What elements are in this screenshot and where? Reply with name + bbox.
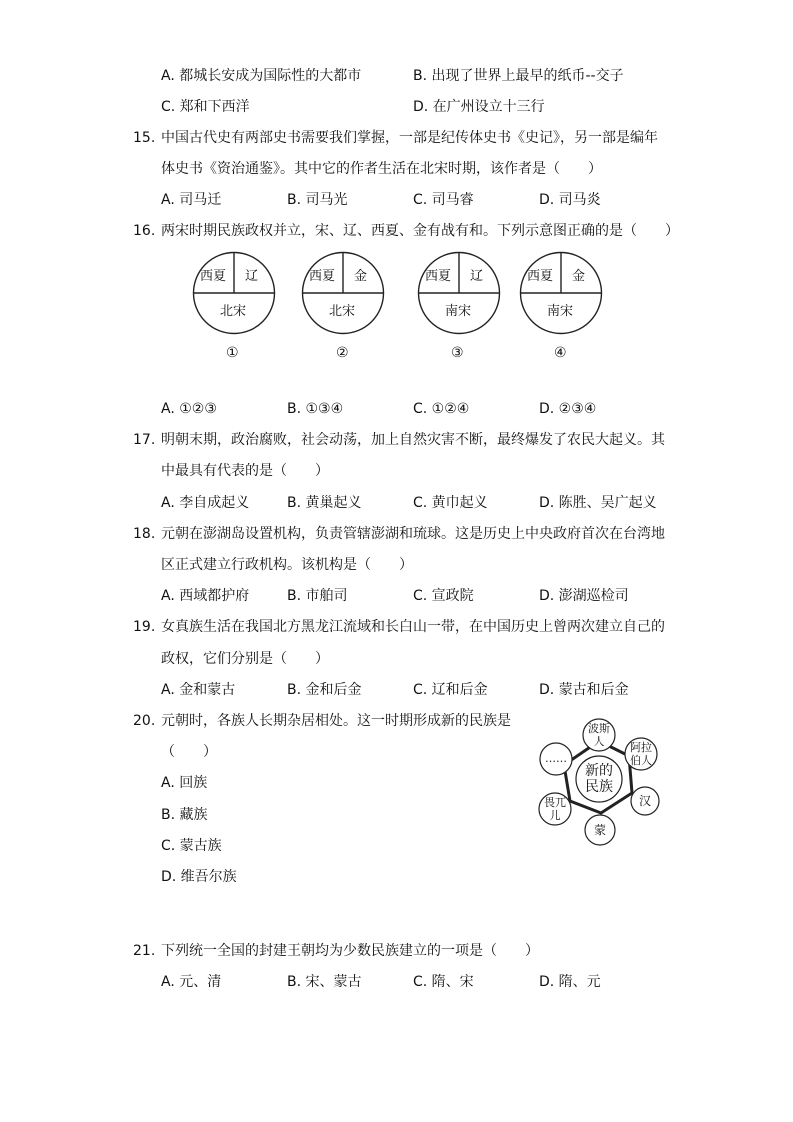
q20-node-han-line1: 汉 bbox=[638, 794, 651, 808]
q17-number: 17. bbox=[133, 432, 156, 448]
q18-number: 18. bbox=[133, 526, 156, 542]
q19-option-a: A. 金和蒙古 bbox=[161, 682, 236, 698]
q16-d2-top-right: 金 bbox=[354, 269, 368, 284]
q16-d3-bottom: 南宋 bbox=[445, 304, 472, 319]
q16-d1-bottom: 北宋 bbox=[220, 304, 247, 319]
q20-option-d: D. 维吾尔族 bbox=[161, 869, 237, 885]
q15-option-b: B. 司马光 bbox=[287, 192, 348, 208]
q19-option-d: D. 蒙古和后金 bbox=[539, 682, 629, 698]
q20-node-arab-line1: 阿拉 bbox=[630, 741, 652, 754]
q18-option-c: C. 宣政院 bbox=[413, 588, 474, 604]
q16-d3-top-right: 辽 bbox=[470, 269, 484, 284]
q21-option-d: D. 隋、元 bbox=[539, 974, 601, 990]
q16-d1-top-right: 辽 bbox=[245, 269, 259, 284]
q20-option-a: A. 回族 bbox=[161, 775, 208, 791]
q16-diagram-3 bbox=[417, 251, 501, 335]
q20-number: 20. bbox=[133, 713, 156, 729]
q20-node-etc-line1: …… bbox=[545, 752, 567, 765]
q15-number: 15. bbox=[133, 130, 156, 146]
q20-node-mongol bbox=[586, 823, 614, 837]
q20-stem-line2: （ ） bbox=[161, 744, 217, 760]
circle-diagram-icon bbox=[192, 251, 276, 335]
q17-stem-line2: 中最具有代表的是（ ） bbox=[161, 463, 329, 479]
q20-node-persian-line1: 波斯 bbox=[588, 722, 610, 735]
q18-stem-line1: 元朝在澎湖岛设置机构，负责管辖澎湖和琉球。这是历史上中央政府首次在台湾地 bbox=[161, 526, 665, 542]
q15-option-a: A. 司马迁 bbox=[161, 192, 222, 208]
q16-d1-label: ① bbox=[226, 345, 239, 361]
q20-node-uighur-line1: 畏兀 bbox=[544, 796, 566, 809]
q16-d4-top-right: 金 bbox=[572, 269, 586, 284]
q20-center-line2: 民族 bbox=[585, 779, 613, 795]
q16-d4-top-left: 西夏 bbox=[527, 269, 554, 284]
q15-option-c: C. 司马睿 bbox=[413, 192, 474, 208]
q15-option-d: D. 司马炎 bbox=[539, 192, 601, 208]
q20-node-persian bbox=[584, 722, 614, 748]
q17-stem-line1: 明朝末期，政治腐败，社会动荡，加上自然灾害不断，最终爆发了农民大起义。其 bbox=[161, 432, 665, 448]
q14-option-d: D. 在广州设立十三行 bbox=[413, 99, 545, 115]
q20-node-etc bbox=[541, 752, 571, 765]
q15-stem-line2: 体史书《资治通鉴》。其中它的作者生活在北宋时期，该作者是（ ） bbox=[161, 161, 602, 177]
q17-option-a: A. 李自成起义 bbox=[161, 495, 250, 511]
q20-node-han bbox=[631, 794, 659, 808]
q16-option-d: D. ②③④ bbox=[539, 401, 597, 417]
circle-diagram-icon bbox=[519, 251, 603, 335]
q20-center-line1: 新的 bbox=[585, 763, 613, 779]
q19-option-b: B. 金和后金 bbox=[287, 682, 362, 698]
q17-option-b: B. 黄巢起义 bbox=[287, 495, 362, 511]
q19-stem-line2: 政权，它们分别是（ ） bbox=[161, 651, 329, 667]
q20-node-uighur-line2: 儿 bbox=[549, 809, 561, 822]
q20-node-uighur bbox=[540, 796, 570, 822]
q16-d4-label: ④ bbox=[554, 345, 567, 361]
q20-stem-line1: 元朝时，各族人长期杂居相处。这一时期形成新的民族是 bbox=[161, 713, 511, 729]
q19-number: 19. bbox=[133, 619, 156, 635]
q21-option-b: B. 宋、蒙古 bbox=[287, 974, 362, 990]
q16-d3-label: ③ bbox=[451, 345, 464, 361]
q18-option-a: A. 西域都护府 bbox=[161, 588, 250, 604]
q20-center-label bbox=[584, 763, 614, 795]
q18-option-d: D. 澎湖巡检司 bbox=[539, 588, 629, 604]
q17-option-d: D. 陈胜、吴广起义 bbox=[539, 495, 657, 511]
q16-option-a: A. ①②③ bbox=[161, 401, 217, 417]
q20-node-arab bbox=[626, 741, 656, 767]
q20-ethnic-diagram bbox=[538, 713, 664, 847]
q14-option-a: A. 都城长安成为国际性的大都市 bbox=[161, 68, 362, 84]
q20-node-arab-line2: 伯人 bbox=[630, 754, 652, 767]
q16-number: 16. bbox=[133, 223, 156, 239]
q20-node-mongol-line1: 蒙 bbox=[593, 823, 606, 837]
q16-option-b: B. ①③④ bbox=[287, 401, 344, 417]
circle-diagram-icon bbox=[417, 251, 501, 335]
q19-option-c: C. 辽和后金 bbox=[413, 682, 488, 698]
q21-stem-line1: 下列统一全国的封建王朝均为少数民族建立的一项是（ ） bbox=[161, 943, 539, 959]
q21-option-c: C. 隋、宋 bbox=[413, 974, 474, 990]
q18-option-b: B. 市舶司 bbox=[287, 588, 348, 604]
q16-d4-bottom: 南宋 bbox=[547, 304, 574, 319]
q20-option-c: C. 蒙古族 bbox=[161, 838, 222, 854]
q18-stem-line2: 区正式建立行政机构。该机构是（ ） bbox=[161, 557, 413, 573]
q19-stem-line1: 女真族生活在我国北方黑龙江流域和长白山一带，在中国历史上曾两次建立自己的 bbox=[161, 619, 665, 635]
q16-d2-label: ② bbox=[336, 345, 349, 361]
q16-diagram-2 bbox=[301, 251, 385, 335]
q16-diagram-1 bbox=[192, 251, 276, 335]
q21-option-a: A. 元、清 bbox=[161, 974, 222, 990]
q20-node-persian-line2: 人 bbox=[593, 735, 605, 748]
q16-d2-bottom: 北宋 bbox=[329, 304, 356, 319]
q20-option-b: B. 藏族 bbox=[161, 807, 208, 823]
q16-option-c: C. ①②④ bbox=[413, 401, 470, 417]
q16-diagram-4 bbox=[519, 251, 603, 335]
q14-option-b: B. 出现了世界上最早的纸币--交子 bbox=[413, 68, 624, 84]
q16-d3-top-left: 西夏 bbox=[425, 269, 452, 284]
q14-option-c: C. 郑和下西洋 bbox=[161, 99, 250, 115]
q21-number: 21. bbox=[133, 943, 156, 959]
q16-d2-top-left: 西夏 bbox=[309, 269, 336, 284]
q17-option-c: C. 黄巾起义 bbox=[413, 495, 488, 511]
q16-d1-top-left: 西夏 bbox=[200, 269, 227, 284]
q15-stem-line1: 中国古代史有两部史书需要我们掌握，一部是纪传体史书《史记》，另一部是编年 bbox=[161, 130, 658, 146]
q16-stem-line1: 两宋时期民族政权并立，宋、辽、西夏、金有战有和。下列示意图正确的是（ ） bbox=[161, 223, 679, 239]
circle-diagram-icon bbox=[301, 251, 385, 335]
